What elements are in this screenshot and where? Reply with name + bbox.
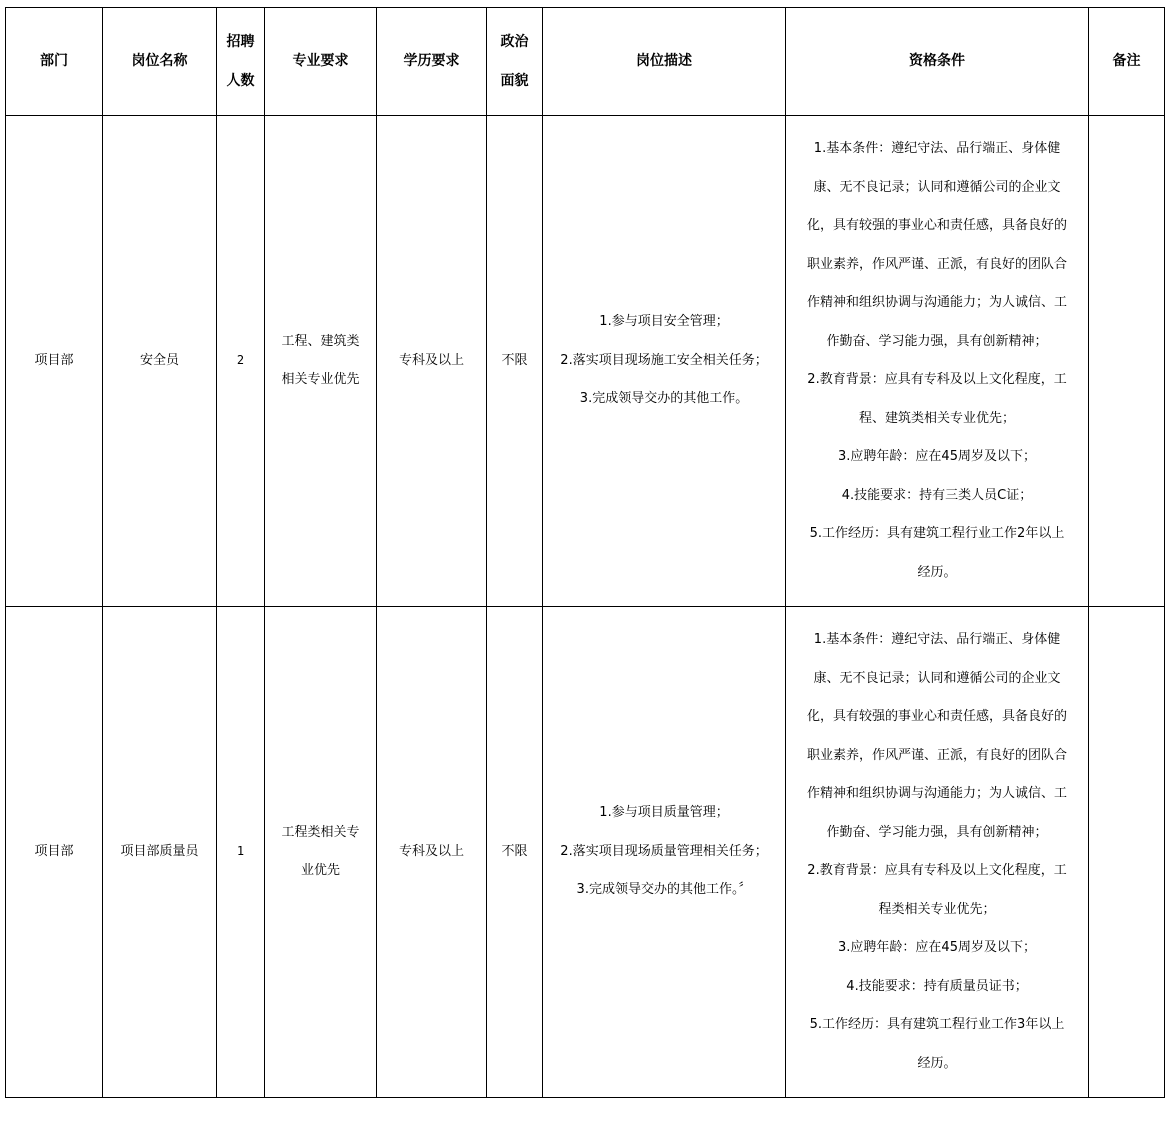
cell-education: 专科及以上 [377, 116, 487, 607]
header-remarks: 备注 [1089, 8, 1165, 116]
cell-position: 项目部质量员 [103, 607, 217, 1098]
cell-remarks [1089, 607, 1165, 1098]
table-row [6, 607, 1165, 1098]
header-qualifications: 资格条件 [786, 8, 1089, 116]
table-row [6, 116, 1165, 607]
cell-qualifications: 1.基本条件：遵纪守法、品行端正、身体健 康、无不良记录；认同和遵循公司的企业文 化，具有较强的事业心和责任感，具备良好的 职业素养，作风严谨、正派，有良好的团队合 作精神和组织协调与沟通能力；为人诚信、工 作勤奋、学习能力强，具有创新精神； 2.教育背景：应具有专科及以上文化程度，工 程、建筑类相关专业优先； 3.应聘年龄：应在45周岁及以下； 4.技能要求：持有三类人员C证； 5.工作经历：具有建筑工程行业工作2年以上 经历。 [786, 116, 1089, 607]
header-dept: 部门 [6, 8, 103, 116]
cell-major: 工程、建筑类 相关专业优先 [265, 116, 377, 607]
header-position: 岗位名称 [103, 8, 217, 116]
cell-remarks [1089, 116, 1165, 607]
table-header-row [6, 8, 1165, 116]
cell-major: 工程类相关专 业优先 [265, 607, 377, 1098]
recruitment-table [5, 7, 1165, 1098]
cell-qualifications: 1.基本条件：遵纪守法、品行端正、身体健 康、无不良记录；认同和遵循公司的企业文 化，具有较强的事业心和责任感，具备良好的 职业素养，作风严谨、正派，有良好的团队合 作精神和组织协调与沟通能力；为人诚信、工 作勤奋、学习能力强，具有创新精神； 2.教育背景：应具有专科及以上文化程度，工 程类相关专业优先； 3.应聘年龄：应在45周岁及以下； 4.技能要求：持有质量员证书； 5.工作经历：具有建筑工程行业工作3年以上 经历。 [786, 607, 1089, 1098]
cell-political: 不限 [487, 607, 543, 1098]
header-education: 学历要求 [377, 8, 487, 116]
cell-dept: 项目部 [6, 607, 103, 1098]
header-major: 专业要求 [265, 8, 377, 116]
cell-political: 不限 [487, 116, 543, 607]
cell-dept: 项目部 [6, 116, 103, 607]
cell-description: 1.参与项目质量管理； 2.落实项目现场质量管理相关任务； 3.完成领导交办的其他工作。〞 [543, 607, 786, 1098]
cell-count: 2 [217, 116, 265, 607]
header-political: 政治 面貌 [487, 8, 543, 116]
header-count: 招聘 人数 [217, 8, 265, 116]
cell-position: 安全员 [103, 116, 217, 607]
cell-count: 1 [217, 607, 265, 1098]
cell-description: 1.参与项目安全管理； 2.落实项目现场施工安全相关任务； 3.完成领导交办的其他工作。 [543, 116, 786, 607]
cell-education: 专科及以上 [377, 607, 487, 1098]
header-description: 岗位描述 [543, 8, 786, 116]
